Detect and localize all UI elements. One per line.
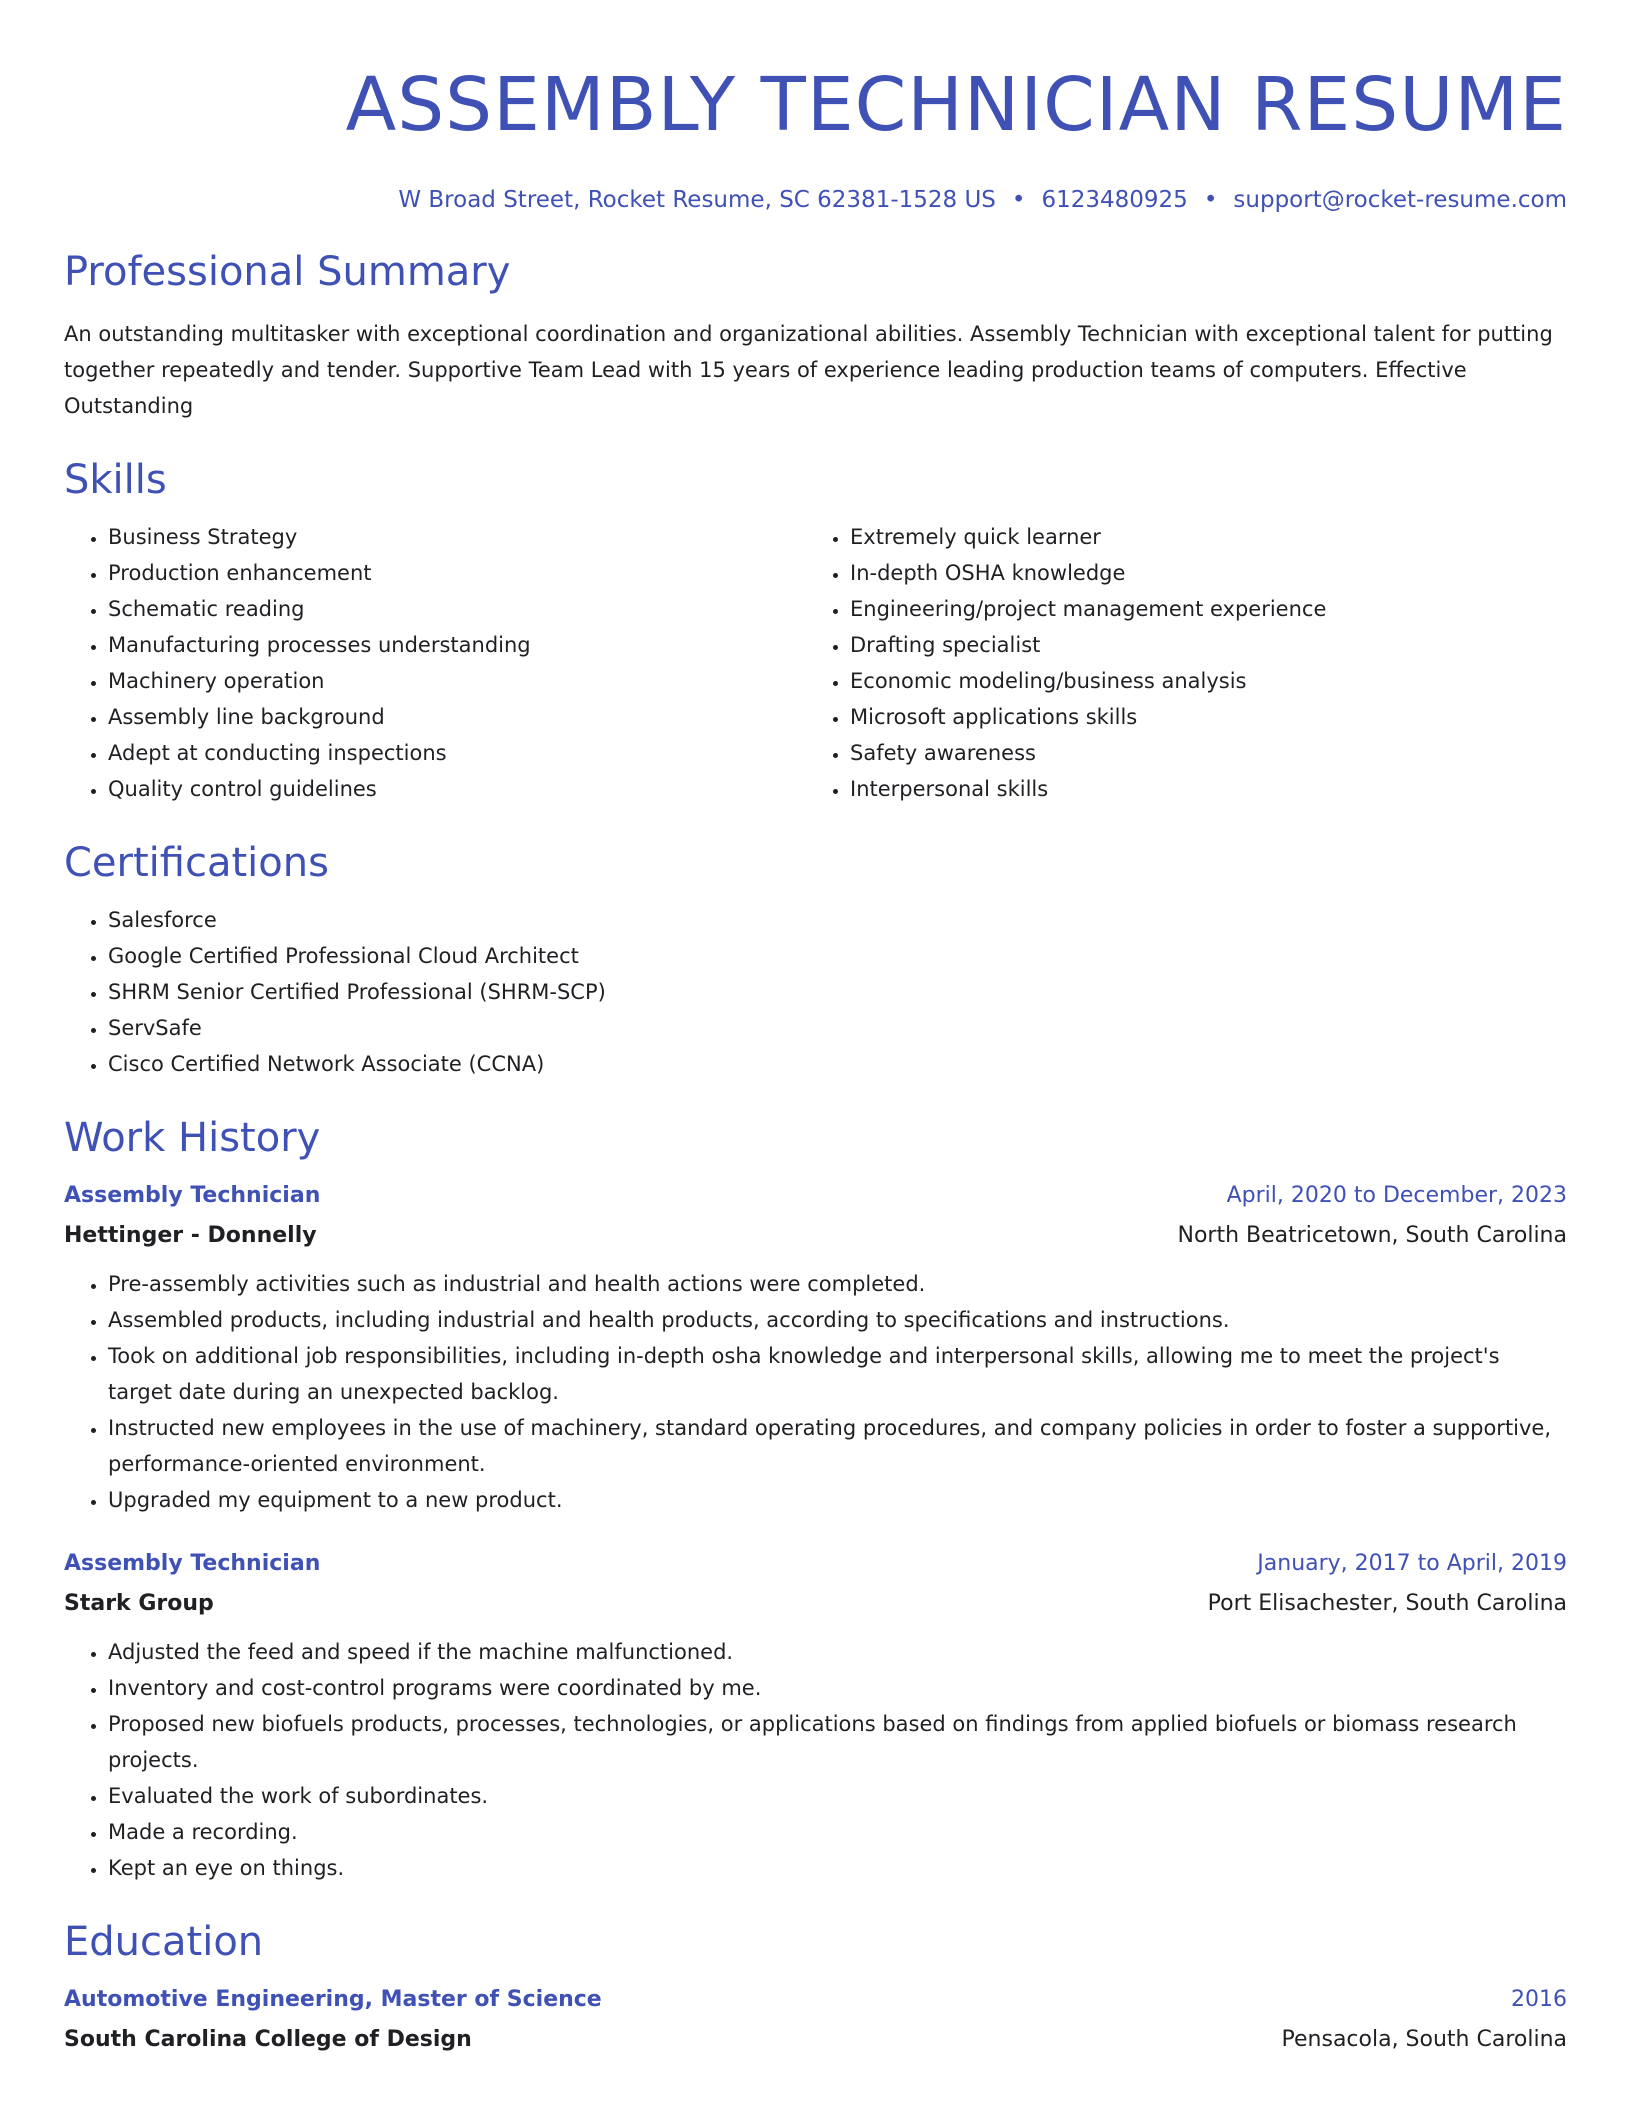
contact-phone: 6123480925 [1041, 187, 1188, 213]
skill-item: • Drafting specialist [850, 627, 1548, 663]
job-bullet: • Assembled products, including industrial and health products, according to specifications and instructions. [108, 1302, 1567, 1338]
skills-section [64, 454, 1567, 807]
skill-item: • Interpersonal skills [850, 771, 1548, 807]
education-header-row [64, 1980, 1567, 2020]
certification-item: • Salesforce [108, 902, 1567, 938]
certification-item: • ServSafe [108, 1010, 1567, 1046]
resume-title: ASSEMBLY TECHNICIAN RESUME [345, 62, 1567, 148]
certifications-list [64, 902, 1567, 1082]
job-dates: April, 2020 to December, 2023 [1226, 1183, 1567, 1208]
job-entry [64, 1176, 1567, 1518]
skills-left-column [64, 519, 806, 807]
certification-item: • Cisco Certified Network Associate (CCNA) [108, 1046, 1567, 1082]
job-location: North Beatricetown, South Carolina [1177, 1223, 1567, 1248]
job-bullet: • Took on additional job responsibilities, including in-depth osha knowledge and interpersonal skills, allowing me to meet the project's target date during an unexpected backlog. [108, 1338, 1567, 1410]
summary-text: An outstanding multitasker with exceptional coordination and organizational abilities. Assembly Technician with exceptional talent for putting together repeatedly and tender. Supportive Team Lead with 15 years of experience leading production teams of computers. Effective Outstanding [64, 322, 1553, 418]
job-bullet: • Proposed new biofuels products, processes, technologies, or applications based on findings from applied biofuels or biomass research projects. [108, 1706, 1567, 1778]
skill-item: • Quality control guidelines [108, 771, 806, 807]
job-bullet: • Instructed new employees in the use of machinery, standard operating procedures, and company policies in order to foster a supportive, performance-oriented environment. [108, 1410, 1567, 1482]
job-title: Assembly Technician [64, 1551, 321, 1576]
summary-heading: Professional Summary [64, 249, 511, 295]
job-bullets [64, 1634, 1567, 1886]
skill-item: • Manufacturing processes understanding [108, 627, 806, 663]
summary-section [64, 246, 1567, 424]
job-header-row [64, 1176, 1567, 1216]
certifications-section [64, 837, 1567, 1082]
contact-separator: • [1011, 187, 1026, 213]
work-history-heading: Work History [64, 1115, 321, 1161]
contact-address: W Broad Street, Rocket Resume, SC 62381-1528 US [398, 187, 996, 213]
education-location: Pensacola, South Carolina [1281, 2027, 1567, 2052]
resume-page [64, 48, 1567, 2060]
job-header-row [64, 1544, 1567, 1584]
job-location: Port Elisachester, South Carolina [1207, 1591, 1567, 1616]
job-bullet: • Made a recording. [108, 1814, 1567, 1850]
certification-item: • SHRM Senior Certified Professional (SHRM-SCP) [108, 974, 1567, 1010]
skills-left-list [64, 519, 806, 807]
job-company-row [64, 1584, 1567, 1624]
skill-item: • Machinery operation [108, 663, 806, 699]
job-entry [64, 1544, 1567, 1886]
job-bullet: • Inventory and cost-control programs were coordinated by me. [108, 1670, 1567, 1706]
job-bullet: • Kept an eye on things. [108, 1850, 1567, 1886]
job-dates: January, 2017 to April, 2019 [1257, 1551, 1567, 1576]
education-section [64, 1916, 1567, 2060]
contact-email[interactable]: support@rocket-resume.com [1233, 187, 1567, 213]
skill-item: • Business Strategy [108, 519, 806, 555]
contact-line [64, 184, 1567, 216]
certifications-heading: Certifications [64, 840, 329, 886]
job-bullet: • Evaluated the work of subordinates. [108, 1778, 1567, 1814]
skills-right-list [806, 519, 1548, 807]
job-bullet: • Upgraded my equipment to a new product. [108, 1482, 1567, 1518]
skill-item: • Extremely quick learner [850, 519, 1548, 555]
skill-item: • In-depth OSHA knowledge [850, 555, 1548, 591]
skill-item: • Production enhancement [108, 555, 806, 591]
education-year: 2016 [1511, 1987, 1567, 2012]
certification-item: • Google Certified Professional Cloud Architect [108, 938, 1567, 974]
skill-item: • Schematic reading [108, 591, 806, 627]
work-history-section [64, 1112, 1567, 1886]
job-company: Stark Group [64, 1591, 214, 1616]
skill-item: • Safety awareness [850, 735, 1548, 771]
education-school: South Carolina College of Design [64, 2027, 472, 2052]
education-school-row [64, 2020, 1567, 2060]
job-bullets [64, 1266, 1567, 1518]
skill-item: • Microsoft applications skills [850, 699, 1548, 735]
skill-item: • Economic modeling/business analysis [850, 663, 1548, 699]
job-company: Hettinger - Donnelly [64, 1223, 317, 1248]
skills-heading: Skills [64, 457, 167, 503]
job-company-row [64, 1216, 1567, 1256]
job-title: Assembly Technician [64, 1183, 321, 1208]
skill-item: • Adept at conducting inspections [108, 735, 806, 771]
skills-grid [64, 519, 1567, 807]
skill-item: • Assembly line background [108, 699, 806, 735]
skill-item: • Engineering/project management experience [850, 591, 1548, 627]
job-bullet: • Pre-assembly activities such as industrial and health actions were completed. [108, 1266, 1567, 1302]
skills-right-column [806, 519, 1548, 807]
job-bullet: • Adjusted the feed and speed if the machine malfunctioned. [108, 1634, 1567, 1670]
contact-separator: • [1203, 187, 1218, 213]
education-degree: Automotive Engineering, Master of Science [64, 1987, 602, 2012]
education-heading: Education [64, 1919, 264, 1965]
